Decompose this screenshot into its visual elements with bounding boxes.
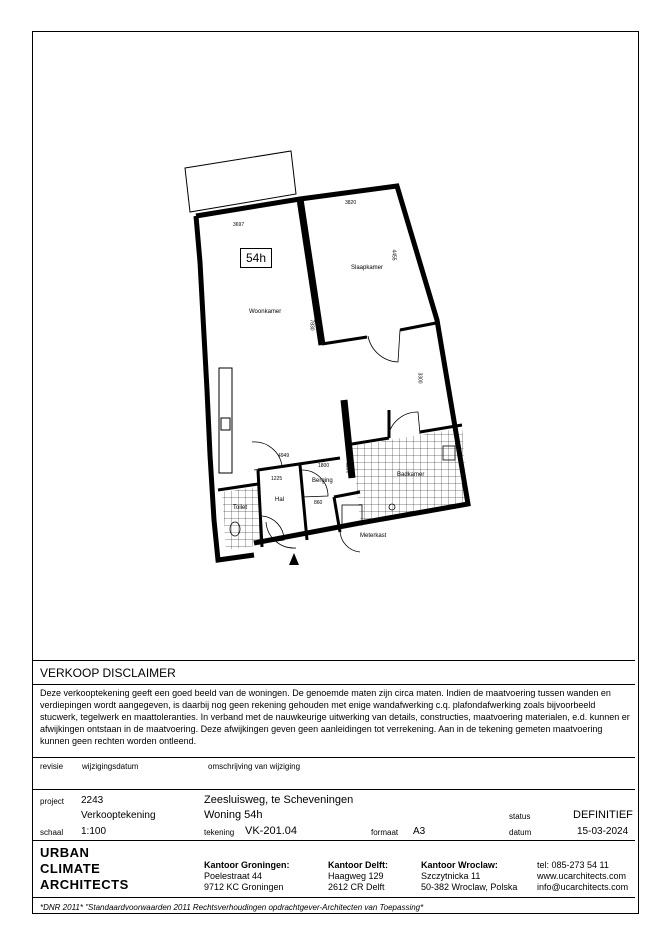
office-wroclaw: Kantoor Wroclaw: Szczytnicka 11 50-382 Wroclaw, Polska <box>421 860 518 892</box>
status-label: status <box>509 812 531 821</box>
disclaimer-text: Deze verkooptekening geeft een goed beeld van de woningen. De genoemde maten zijn circa maten. Indien de maatvoering tussen wanden en verdiepingen wordt aangegeven, is daarbij nog geen rekening gehouden met enige wandafwerking c.q. plafondafwerking zoals bijvoorbeeld stucwerk, tegelwerk en maattoleranties. In verband met de nauwkeurige uitwerking van details, constructies, maatvoering materialen, e.d. kunnen er afwijkingen ontstaan in de maatvoering. Deze afwijkingen geven geen aanleidingen tot verrekening. Aan in de tekening gemeten maatvoering kunnen geen rechten worden ontleend. <box>40 688 630 746</box>
entrance-arrow <box>289 553 299 565</box>
kitchen-sink <box>221 418 230 430</box>
project-number: 2243 <box>81 795 104 806</box>
office-groningen: Kantoor Groningen: Poelestraat 44 9712 KC Groningen <box>204 860 290 892</box>
scale-label: schaal <box>40 828 64 837</box>
dim-1: 3697 <box>233 222 245 228</box>
room-slaapkamer: Slaapkamer <box>351 265 384 271</box>
project-location: Zeesluisweg, te Scheveningen <box>204 794 354 806</box>
divider-top <box>33 660 635 661</box>
room-hal: Hal <box>275 497 285 503</box>
toilet-tiles <box>222 487 261 550</box>
dim-2: 3820 <box>345 200 357 206</box>
room-woonkamer: Woonkamer <box>249 309 282 315</box>
wall-meter-north <box>334 492 360 497</box>
company-website[interactable]: www.ucarchitects.com <box>537 871 627 881</box>
date-value: 15-03-2024 <box>577 826 629 837</box>
project-unit: Woning 54h <box>204 809 263 821</box>
company-logo: URBAN CLIMATE ARCHITECTS <box>40 845 129 892</box>
divider-disclaimer <box>33 684 635 685</box>
revision-date-label: wijzigingsdatum <box>82 762 139 771</box>
format-label: formaat <box>371 828 399 837</box>
company-email[interactable]: info@ucarchitects.com <box>537 882 629 892</box>
room-meterkast: Meterkast <box>360 533 387 539</box>
scale-value: 1:100 <box>81 826 107 837</box>
wall-bedroom-south-b <box>400 323 436 330</box>
room-toilet: Toilet <box>233 505 248 511</box>
room-badkamer: Badkamer <box>397 472 425 478</box>
office-delft: Kantoor Delft: Haagweg 129 2612 CR Delft <box>328 860 388 892</box>
divider-company <box>33 840 635 841</box>
dim-4: 7830 <box>308 319 315 331</box>
divider-footer <box>33 897 635 898</box>
dim-8: 1225 <box>271 476 283 482</box>
bathroom-door <box>388 412 420 437</box>
meter-door <box>340 530 360 552</box>
revision-desc-label: omschrijving van wijziging <box>208 762 301 771</box>
dim-10: 1190 <box>344 462 351 474</box>
project-name: Verkooptekening <box>81 810 156 821</box>
company-phone: tel: 085-273 54 11 <box>537 860 609 870</box>
revision-label: revisie <box>40 762 64 771</box>
dim-6: 4949 <box>278 453 290 459</box>
dim-9: 860 <box>314 500 323 506</box>
dim-7: 1800 <box>318 463 330 469</box>
wall-bedroom-south-a <box>322 337 367 344</box>
divider-revision <box>33 757 635 758</box>
divider-project <box>33 789 635 790</box>
project-label: project <box>40 797 65 806</box>
wall-berging-west <box>300 465 307 540</box>
drawing-number: VK-201.04 <box>245 825 297 837</box>
company-contact <box>537 860 628 893</box>
disclaimer-title: VERKOOP DISCLAIMER <box>40 666 176 680</box>
bedroom-door <box>368 330 400 362</box>
date-label: datum <box>509 828 532 837</box>
dim-5: 3300 <box>416 372 423 384</box>
drawing-label: tekening <box>204 828 235 837</box>
unit-label: 54h <box>240 248 272 268</box>
format-value: A3 <box>413 826 426 837</box>
status-value: DEFINITIEF <box>573 809 633 821</box>
dim-3: 4455 <box>390 249 397 261</box>
room-berging: Berging <box>312 478 333 484</box>
footer-note: *DNR 2011* "Standaardvoorwaarden 2011 Rechtsverhoudingen opdrachtgever-Architecten van Toepassing* <box>40 903 424 912</box>
